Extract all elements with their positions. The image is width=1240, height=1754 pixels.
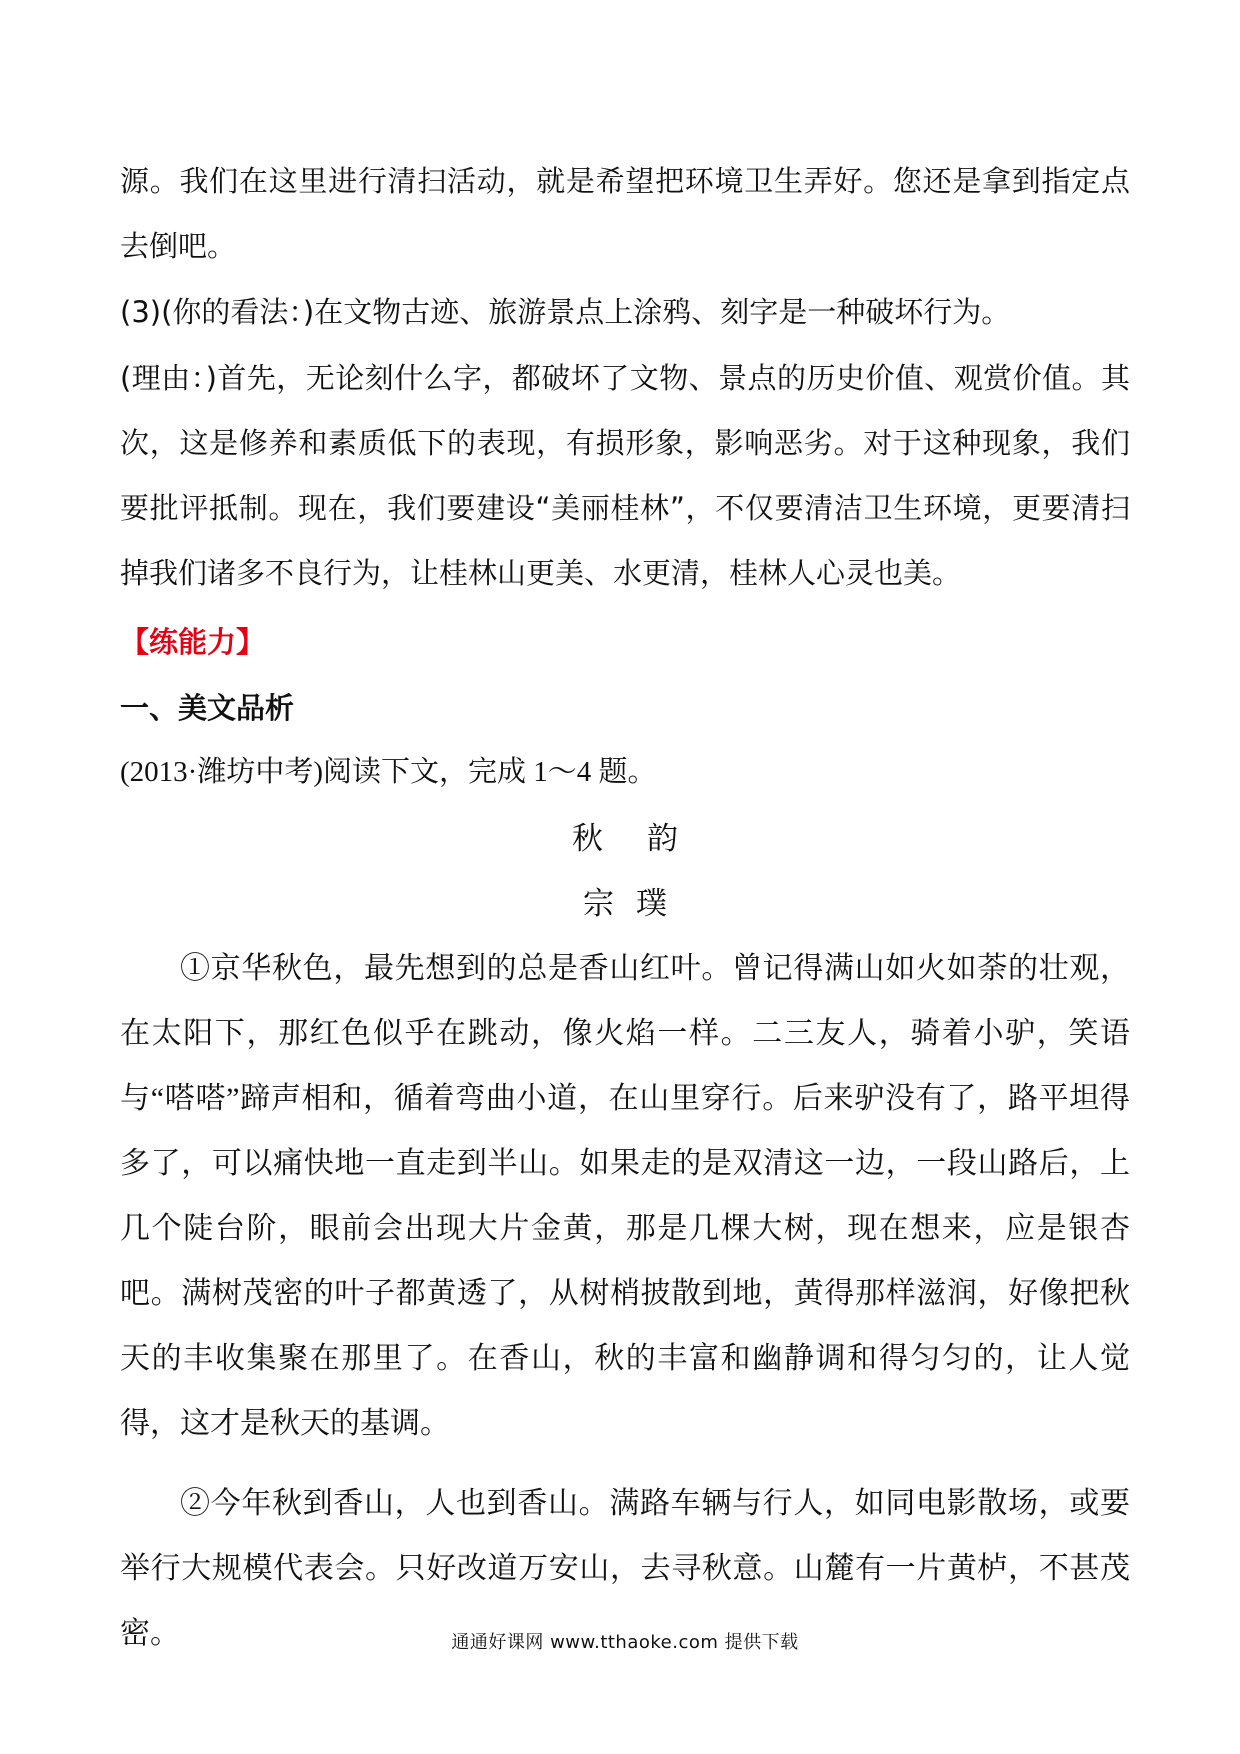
practice-heading: 【练能力】 bbox=[120, 625, 266, 659]
answer-reason-paragraph: (理由：)首先，无论刻什么字，都破坏了文物、景点的历史价值、观赏价值。其次，这是修养和素质低下的表现，有损形象，影响恶劣。对于这种现象，我们要批评抵制。现在，我们要建设“美丽桂林”，不仅要清洁卫生环境，更要清扫掉我们诸多不良行为，让桂林山更美、水更清，桂林人心灵也美。 bbox=[120, 361, 1130, 590]
answer-intro-paragraph: 源。我们在这里进行清扫活动，就是希望把环境卫生弄好。您还是拿到指定点去倒吧。 bbox=[120, 164, 1130, 263]
essay-paragraph-2: ②今年秋到香山，人也到香山。满路车辆与行人，如同电影散场，或要举行大规模代表会。只好改道万安山，去寻秋意。山麓有一片黄栌，不甚茂密。 bbox=[120, 1487, 1130, 1650]
page-footer: 通通好课网 www.tthaoke.com 提供下载 bbox=[451, 1632, 799, 1653]
essay-title: 秋韵 bbox=[572, 821, 722, 856]
essay-author: 宗璞 bbox=[583, 886, 689, 921]
question-source: (2013·潍坊中考)阅读下文，完成 1～4 题。 bbox=[120, 756, 657, 788]
answer-opinion-paragraph: (3)(你的看法：)在文物古迹、旅游景点上涂鸦、刻字是一种破坏行为。 bbox=[120, 295, 1011, 329]
essay-paragraph-1: ①京华秋色，最先想到的总是香山红叶。曾记得满山如火如荼的壮观，在太阳下，那红色似乎在跳动，像火焰一样。二三友人，骑着小驴，笑语与“嗒嗒”蹄声相和，循着弯曲小道，在山里穿行。后来驴没有了，路平坦得多了，可以痛快地一直走到半山。如果走的是双清这一边，一段山路后，上几个陡台阶，眼前会出现大片金黄，那是几棵大树，现在想来，应是银杏吧。满树茂密的叶子都黄透了，从树梢披散到地，黄得那样滋润，好像把秋天的丰收集聚在那里了。在香山，秋的丰富和幽静调和得匀匀的，让人觉得，这才是秋天的基调。 bbox=[120, 952, 1130, 1440]
document-page bbox=[120, 0, 1130, 1754]
section-title: 一、美文品析 bbox=[120, 691, 295, 725]
